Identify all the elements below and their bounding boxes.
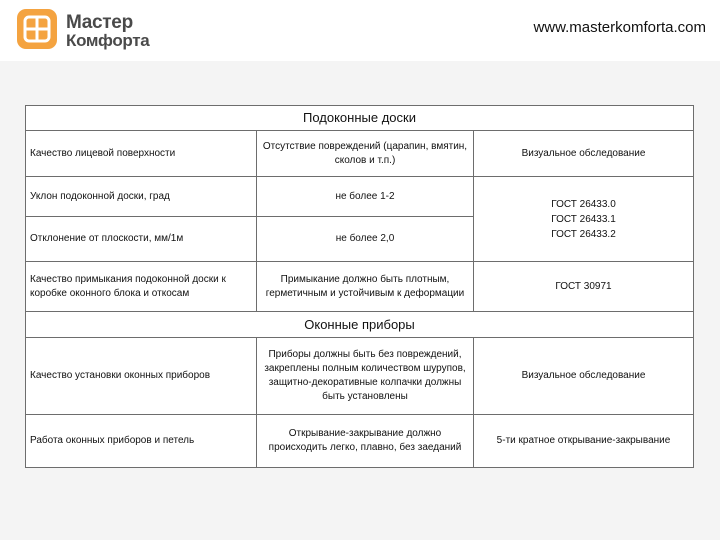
method-cell: Визуальное обследование: [474, 131, 694, 177]
requirement-cell: Приборы должны быть без повреждений, закреплены полным количеством шурупов, защитно-декоративные колпачки должны быть установлены: [257, 338, 474, 415]
gost-ref: ГОСТ 26433.1: [551, 213, 616, 225]
requirement-cell: не более 1-2: [257, 177, 474, 217]
method-cell: ГОСТ 30971: [474, 262, 694, 312]
table-row: [26, 131, 694, 177]
criterion-cell: Работа оконных приборов и петель: [26, 415, 257, 468]
table-row: [26, 177, 694, 217]
table-row: [26, 415, 694, 468]
table-row: [26, 338, 694, 415]
criterion-cell: Уклон подоконной доски, град: [26, 177, 257, 217]
method-cell: Визуальное обследование: [474, 338, 694, 415]
gost-ref: ГОСТ 26433.2: [551, 228, 616, 240]
section-header-row: [26, 106, 694, 131]
table-row: [26, 262, 694, 312]
criterion-cell: Качество примыкания подоконной доски к коробке оконного блока и откосам: [26, 262, 257, 312]
section-header-row: [26, 312, 694, 338]
requirement-cell: Примыкание должно быть плотным, герметичным и устойчивым к деформации: [257, 262, 474, 312]
header-bar: [0, 0, 720, 61]
window-icon: [17, 9, 57, 49]
company-logo[interactable]: [17, 9, 177, 53]
method-cell: 5-ти кратное открывание-закрывание: [474, 415, 694, 468]
section-title-hardware: Оконные приборы: [26, 312, 694, 338]
criterion-cell: Качество лицевой поверхности: [26, 131, 257, 177]
gost-ref: ГОСТ 26433.0: [551, 198, 616, 210]
method-cell-merged: [474, 177, 694, 262]
criterion-cell: Качество установки оконных приборов: [26, 338, 257, 415]
requirement-cell: не более 2,0: [257, 217, 474, 262]
quality-requirements-table: [25, 105, 694, 468]
site-url[interactable]: www.masterkomforta.com: [533, 19, 706, 36]
requirement-cell: Отсутствие повреждений (царапин, вмятин, сколов и т.п.): [257, 131, 474, 177]
criterion-cell: Отклонение от плоскости, мм/1м: [26, 217, 257, 262]
requirement-cell: Открывание-закрывание должно происходить легко, плавно, без заеданий: [257, 415, 474, 468]
section-title-sills: Подоконные доски: [26, 106, 694, 131]
logo-text-line1: Мастер: [66, 12, 133, 33]
logo-text-line2: Комфорта: [66, 31, 150, 50]
